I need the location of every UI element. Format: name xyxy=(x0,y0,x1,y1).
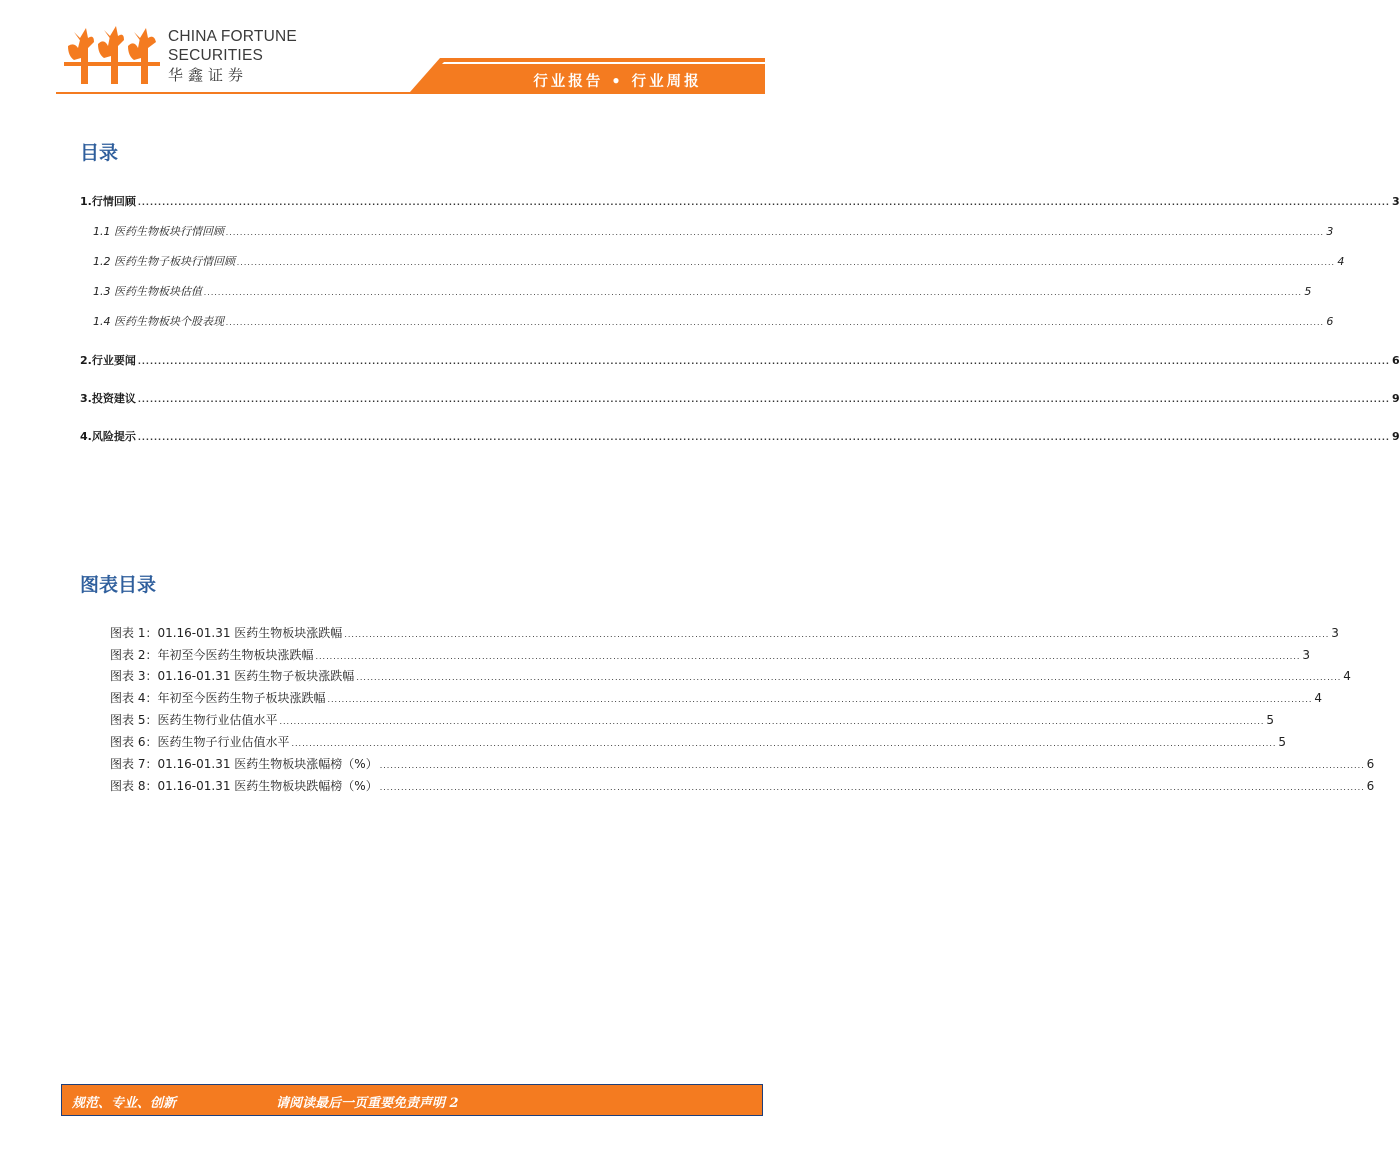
toc-title: 目录 xyxy=(80,142,119,164)
figure-leader: ...................................................................................................................................................................................................................................................................................... xyxy=(379,783,1365,792)
figure-item-page: 3 xyxy=(1302,648,1311,662)
toc-item-label: 1.行情回顾 xyxy=(80,195,136,208)
figure-item-label: 图表 4：年初至今医药生物子板块涨跌幅 xyxy=(110,691,326,705)
toc-item-label: 1.3 医药生物板块估值 xyxy=(93,285,202,298)
toc-leader: ...................................................................................................................................................................................................................................................................................................................... xyxy=(237,258,1336,267)
toc-item-label: 1.4 医药生物板块个股表现 xyxy=(93,315,224,328)
toc-leader: ...................................................................................................................................................................................................................................................................................................................... xyxy=(137,395,1390,404)
toc-item-label: 1.2 医药生物子板块行情回顾 xyxy=(93,255,235,268)
figure-item-label: 图表 8：01.16-01.31 医药生物板块跌幅榜（%） xyxy=(110,779,378,793)
toc-item-page: 6 xyxy=(1326,315,1334,328)
figure-item[interactable] xyxy=(110,733,1287,751)
toc-leader: ...................................................................................................................................................................................................................................................................................................................... xyxy=(137,357,1390,366)
toc-leader: ...................................................................................................................................................................................................................................................................................................................... xyxy=(137,198,1390,207)
brand-name-en-line2: SECURITIES xyxy=(168,47,264,64)
figure-item[interactable] xyxy=(110,711,1275,729)
toc-item[interactable] xyxy=(93,313,1334,329)
figure-item[interactable] xyxy=(110,646,1311,664)
figure-item-page: 6 xyxy=(1366,757,1375,771)
figure-item[interactable] xyxy=(110,689,1323,707)
toc-item[interactable] xyxy=(80,390,1400,406)
figure-leader: ...................................................................................................................................................................................................................................................................................... xyxy=(279,717,1265,726)
toc-item-page: 5 xyxy=(1304,285,1312,298)
figure-item[interactable] xyxy=(110,624,1339,642)
toc-item-label: 2.行业要闻 xyxy=(80,354,136,367)
figure-item-label: 图表 5：医药生物行业估值水平 xyxy=(110,713,278,727)
brand-name-en-line1: CHINA FORTUNE xyxy=(168,28,297,45)
figure-item[interactable] xyxy=(110,777,1375,795)
footer-motto: 规范、专业、创新 xyxy=(72,1096,177,1111)
figures-title: 图表目录 xyxy=(80,574,157,596)
toc-item[interactable] xyxy=(93,223,1334,239)
toc-item-label: 4.风险提示 xyxy=(80,430,136,443)
figure-leader: ...................................................................................................................................................................................................................................................................................... xyxy=(379,761,1365,770)
figure-item[interactable] xyxy=(110,667,1351,685)
figure-item-page: 5 xyxy=(1278,735,1287,749)
toc-item[interactable] xyxy=(80,428,1400,444)
toc-item-page: 4 xyxy=(1337,255,1345,268)
figure-leader: ...................................................................................................................................................................................................................................................................................... xyxy=(291,739,1277,748)
figure-item-page: 4 xyxy=(1314,691,1323,705)
brand-name-en xyxy=(168,27,297,65)
report-type-label: 行业报告 • 行业周报 xyxy=(533,73,702,90)
figure-leader: ...................................................................................................................................................................................................................................................................................... xyxy=(315,652,1301,661)
toc-item[interactable] xyxy=(93,283,1312,299)
toc-item-label: 3.投资建议 xyxy=(80,392,136,405)
footer-disclaimer-notice: 请阅读最后一页重要免责声明 2 xyxy=(276,1096,459,1111)
toc-leader: ...................................................................................................................................................................................................................................................................................................................... xyxy=(226,318,1325,327)
page-header xyxy=(0,0,827,100)
figure-item[interactable] xyxy=(110,755,1375,773)
figure-item-label: 图表 7：01.16-01.31 医药生物板块涨幅榜（%） xyxy=(110,757,378,771)
figure-item-label: 图表 3：01.16-01.31 医药生物子板块涨跌幅 xyxy=(110,669,355,683)
figure-item-page: 5 xyxy=(1266,713,1275,727)
company-logo-icon xyxy=(64,22,160,86)
toc-item[interactable] xyxy=(80,352,1400,368)
figure-leader: ...................................................................................................................................................................................................................................................................................... xyxy=(356,673,1342,682)
figure-item-label: 图表 2：年初至今医药生物板块涨跌幅 xyxy=(110,648,314,662)
toc-item-page: 3 xyxy=(1326,225,1334,238)
brand-name-cn: 华鑫证券 xyxy=(168,66,249,84)
figure-item-page: 6 xyxy=(1366,779,1375,793)
toc-item[interactable] xyxy=(93,253,1345,269)
page-footer xyxy=(61,1084,763,1116)
figure-leader: ...................................................................................................................................................................................................................................................................................... xyxy=(344,630,1330,639)
toc-leader: ...................................................................................................................................................................................................................................................................................................................... xyxy=(137,433,1390,442)
toc-item-page: 3 xyxy=(1391,195,1400,208)
toc-item-label: 1.1 医药生物板块行情回顾 xyxy=(93,225,224,238)
toc-leader: ...................................................................................................................................................................................................................................................................................................................... xyxy=(204,288,1303,297)
figure-leader: ...................................................................................................................................................................................................................................................................................... xyxy=(327,695,1313,704)
toc-item-page: 9 xyxy=(1391,392,1400,405)
toc-item-page: 6 xyxy=(1391,354,1400,367)
figure-item-label: 图表 1：01.16-01.31 医药生物板块涨跌幅 xyxy=(110,626,343,640)
toc-item[interactable] xyxy=(80,193,1400,209)
toc-leader: ...................................................................................................................................................................................................................................................................................................................... xyxy=(226,228,1325,237)
figure-item-page: 3 xyxy=(1331,626,1339,640)
toc-item-page: 9 xyxy=(1391,430,1400,443)
figure-item-label: 图表 6：医药生物子行业估值水平 xyxy=(110,735,290,749)
figure-item-page: 4 xyxy=(1343,669,1351,683)
